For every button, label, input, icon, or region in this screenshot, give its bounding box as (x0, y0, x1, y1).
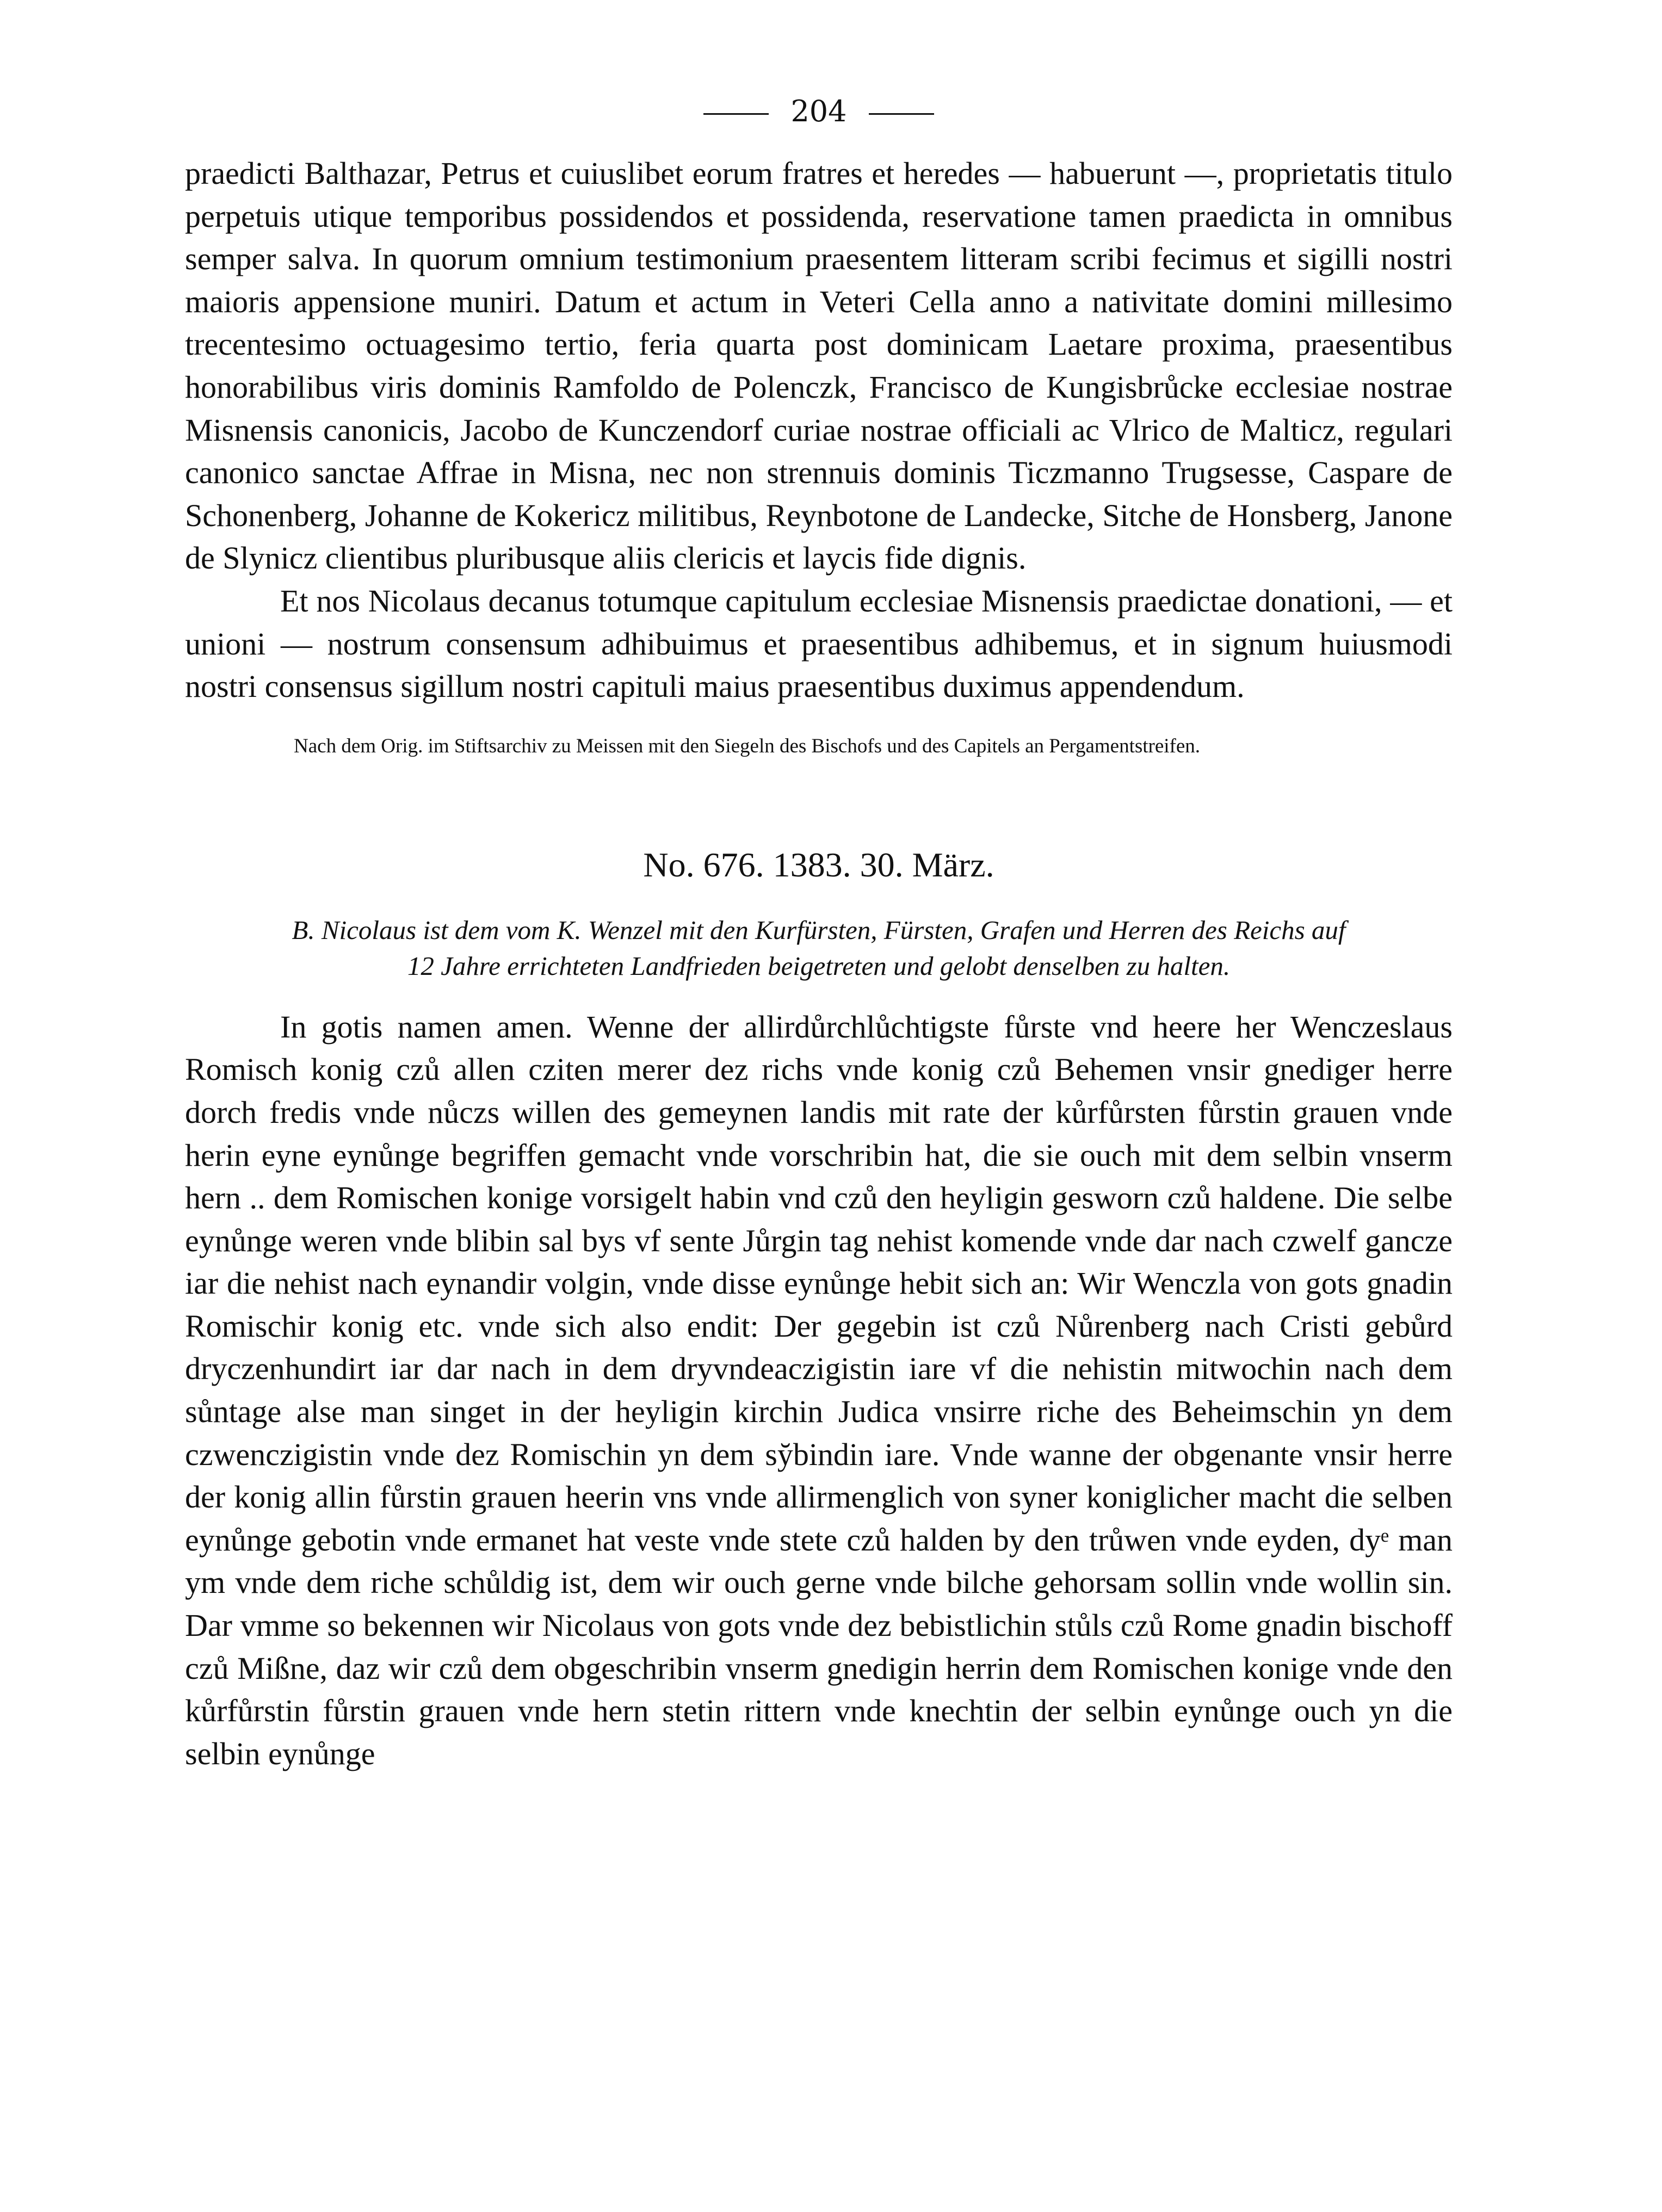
charter-closing-paragraph: praedicti Balthazar, Petrus et cuiuslibet eorum fratres et heredes — habuerunt —, proprietatis titulo perpetuis utique temporibus possidendos et possidenda, reservatione tamen praedicta in omnibus semper salva. In quorum omnium testimonium praesentem litteram scribi fecimus et sigilli nostri maioris appensione muniri. Datum et actum in Veteri Cella anno a nativitate domini millesimo trecentesimo octuagesimo tertio, feria quarta post dominicam Laetare proxima, praesentibus honorabilibus viris dominis Ramfoldo de Polenczk, Francisco de Kungisbrůcke ecclesiae nostrae Misnensis canonicis, Jacobo de Kunczendorf curiae nostrae officiali ac Vlrico de Malticz, regulari canonico sanctae Affrae in Misna, nec non strennuis dominis Ticzmanno Trugsesse, Caspare de Schonenberg, Johanne de Kokericz militibus, Reynbotone de Landecke, Sitche de Honsberg, Janone de Slynicz clientibus pluribusque aliis clericis et laycis fide dignis. (185, 156, 1453, 576)
page-number: 204 (790, 94, 847, 128)
page-header (185, 92, 1453, 131)
document-title: No. 676. 1383. 30. März. (643, 845, 994, 884)
header-rule-right (869, 113, 934, 115)
chapter-consent-paragraph: Et nos Nicolaus decanus totumque capitulum ecclesiae Misnensis praedictae donationi, — et unioni — nostrum consensum adhibuimus et praesentibus adhibemus, et in signum huiusmodi nostri consensus sigillum nostri capituli maius praesentibus duximus appendendum. (185, 583, 1453, 705)
summary-line: B. Nicolaus ist dem vom K. Wenzel mit den Kurfürsten, Fürsten, Grafen und Herren des Reichs auf (292, 915, 1346, 945)
document-text-paragraph: In gotis namen amen. Wenne der allirdůrchlůchtigste fůrste vnd heere her Wenczeslaus Romisch konig czů allen cziten merer dez richs vnde konig czů Behemen vnsir gnediger herre dorch fredis vnde nůczs willen des gemeynen landis mit rate der kůrfůrsten fůrstin grauen vnde herin eyne eynůnge begriffen gemacht vnde vorschribin hat, die sie ouch mit dem selbin vnserm hern .. dem Romischen konige vorsigelt habin vnd czů den heyligin gesworn czů haldene. Die selbe eynůnge weren vnde blibin sal bys vf sente Jůrgin tag nehist komende vnde dar nach czwelf gancze iar die nehist nach eynandir volgin, vnde disse eynůnge hebit sich an: Wir Wenczla von gots gnadin Romischir konig etc. vnde sich also endit: Der gegebin ist czů Nůrenberg nach Cristi gebůrd dryczenhundirt iar dar nach in dem dryvndeaczigistin iare vf die nehistin mitwochin nach dem sůntage alse man singet in der heyligin kirchin Judica vnsirre riche des Beheimschin yn dem czwenczigistin vnde dez Romischin yn dem sy̆bindin iare. Vnde wanne der obgenante vnsir herre der konig allin fůrstin grauen heerin vns vnde allirmenglich von syner koniglicher macht die selben eynůnge gebotin vnde ermanet hat veste vnde stete czů halden by den trůwen vnde eyden, dyᵉ man ym vnde dem riche schůldig ist, dem wir ouch gerne vnde bilche gehorsam sollin vnde wollin sin. Dar vmme so bekennen wir Nicolaus von gots vnde dez bebistlichin stůls czů Rome gnadin bischoff czů Mißne, daz wir czů dem obgeschribin vnserm gnedigin herrin dem Romischen konige vnde den kůrfůrstin fůrstin grauen vnde hern stetin rittern vnde knechtin der selbin eynůnge ouch yn die selbin eynůnge (185, 1009, 1453, 1771)
document-page (185, 92, 1453, 1775)
document-summary (185, 912, 1453, 984)
header-rule-left (703, 113, 769, 115)
summary-line: 12 Jahre errichteten Landfrieden beigetreten und gelobt denselben zu halten. (407, 950, 1231, 981)
source-note: Nach dem Orig. im Stiftsarchiv zu Meissen mit den Siegeln des Bischofs und des Capitels an Pergamentstreifen. (294, 734, 1201, 757)
